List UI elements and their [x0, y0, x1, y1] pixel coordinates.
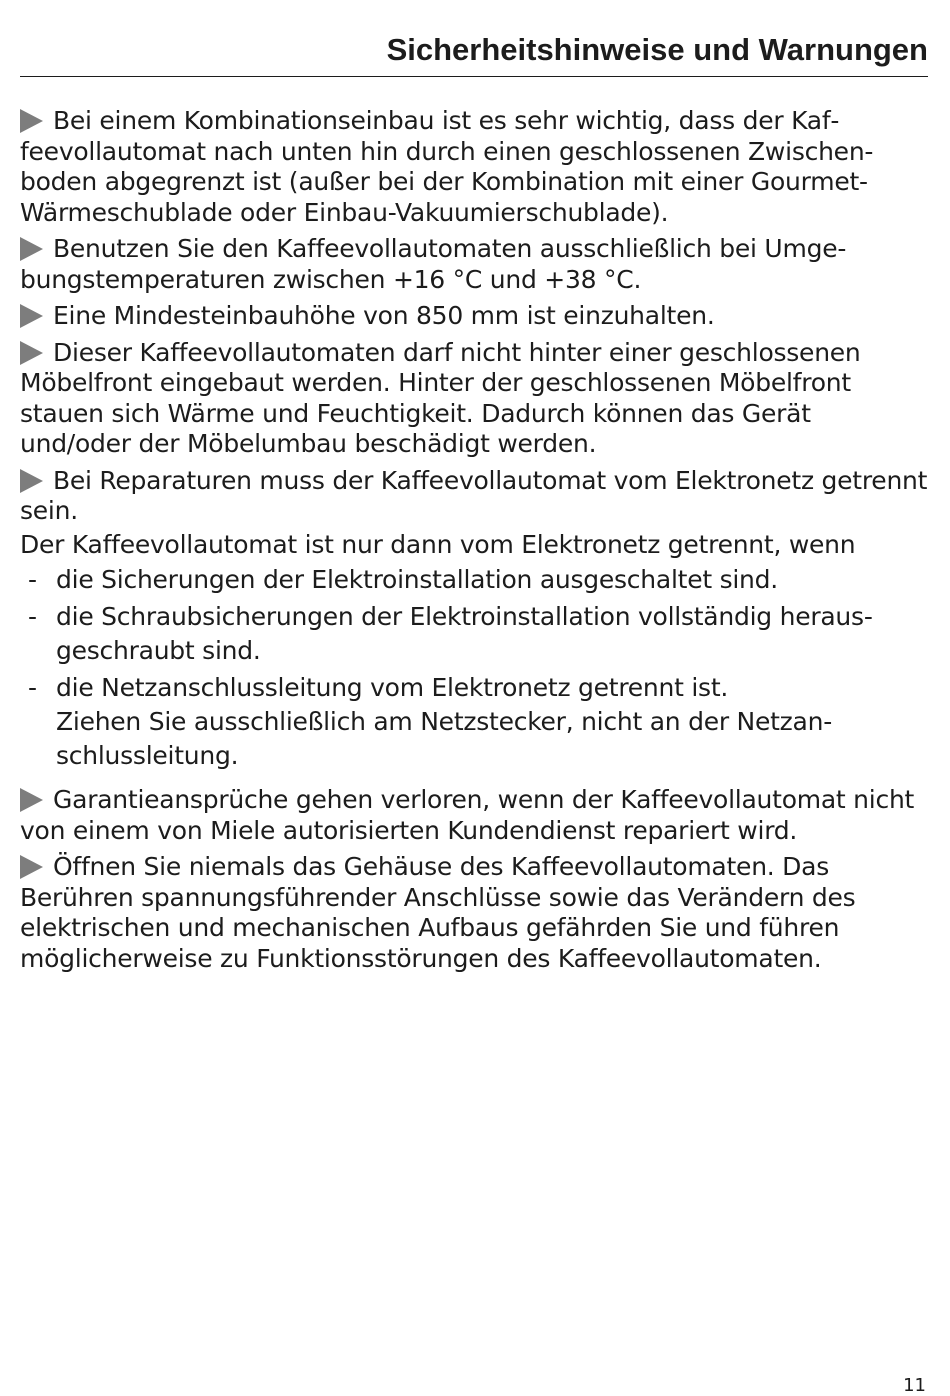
warning-text: Öffnen Sie niemals das Gehäuse des Kaffeevollautomaten. Das Berühren spannungsführender Anschlüsse sowie das Verändern des elektrischen und mechanischen Aufbaus gefährden Sie und führen möglicherweise zu Funktionsstörungen des Kaffeevollautomaten.	[20, 852, 856, 973]
triangle-bullet-icon	[20, 304, 43, 328]
triangle-bullet-icon	[20, 237, 43, 261]
warning-paragraph	[20, 301, 928, 332]
warning-paragraph	[20, 338, 928, 460]
list-item-note: Ziehen Sie ausschließlich am Netzstecker, nicht an der Netzanschlussleitung.	[56, 707, 833, 770]
page-number: 11	[903, 1375, 926, 1396]
triangle-bullet-icon	[20, 788, 43, 812]
list-dash: -	[28, 602, 37, 631]
warning-paragraph	[20, 234, 928, 295]
list-item-text: die Schraubsicherungen der Elektroinstallation vollständig herausgeschraubt sind.	[56, 602, 873, 665]
page-title: Sicherheitshinweise und Warnungen	[386, 32, 928, 67]
repair-intro: Der Kaffeevollautomat ist nur dann vom Elektronetz getrennt, wenn	[20, 529, 856, 559]
warning-paragraph	[20, 106, 928, 228]
triangle-bullet-icon	[20, 109, 43, 133]
list-item	[20, 600, 928, 668]
triangle-bullet-icon	[20, 855, 43, 879]
warning-text: Eine Mindesteinbauhöhe von 850 mm ist einzuhalten.	[53, 301, 715, 330]
warning-text: Garantieansprüche gehen verloren, wenn der Kaffeevollautomat nicht von einem von Miele autorisierten Kundendienst repariert wird.	[20, 785, 915, 845]
warning-paragraph	[20, 852, 928, 974]
triangle-bullet-icon	[20, 469, 43, 493]
list-item-text: die Netzanschlussleitung vom Elektronetz getrennt ist.	[56, 673, 729, 702]
page-header	[20, 28, 928, 77]
list-item-text: die Sicherungen der Elektroinstallation ausgeschaltet sind.	[56, 565, 778, 594]
triangle-bullet-icon	[20, 341, 43, 365]
list-item	[20, 563, 928, 597]
warning-text: Bei einem Kombinationseinbau ist es sehr wichtig, dass der Kaffeevollautomat nach unten hin durch einen geschlossenen Zwischenboden abgegrenzt ist (außer bei der Kombination mit einer Gourmet-Wärmeschublade oder Einbau-Vakuumierschublade).	[20, 106, 874, 227]
list-dash: -	[28, 673, 37, 702]
list-item	[20, 671, 928, 773]
warning-paragraph	[20, 466, 928, 527]
warning-text: Dieser Kaffeevollautomaten darf nicht hinter einer geschlossenen Möbelfront eingebaut werden. Hinter der geschlossenen Möbelfront stauen sich Wärme und Feuchtigkeit. Dadurch können das Gerät und/oder der Möbelumbau beschädigt werden.	[20, 337, 861, 458]
repair-condition-list	[20, 563, 928, 773]
warning-text: Bei Reparaturen muss der Kaffeevollautomat vom Elektronetz getrennt sein.	[20, 465, 928, 525]
safety-content	[20, 106, 928, 980]
warning-text: Benutzen Sie den Kaffeevollautomaten ausschließlich bei Umgebungstemperaturen zwischen +16 °C und +38 °C.	[20, 234, 847, 294]
warning-paragraph	[20, 785, 928, 846]
list-dash: -	[28, 565, 37, 594]
